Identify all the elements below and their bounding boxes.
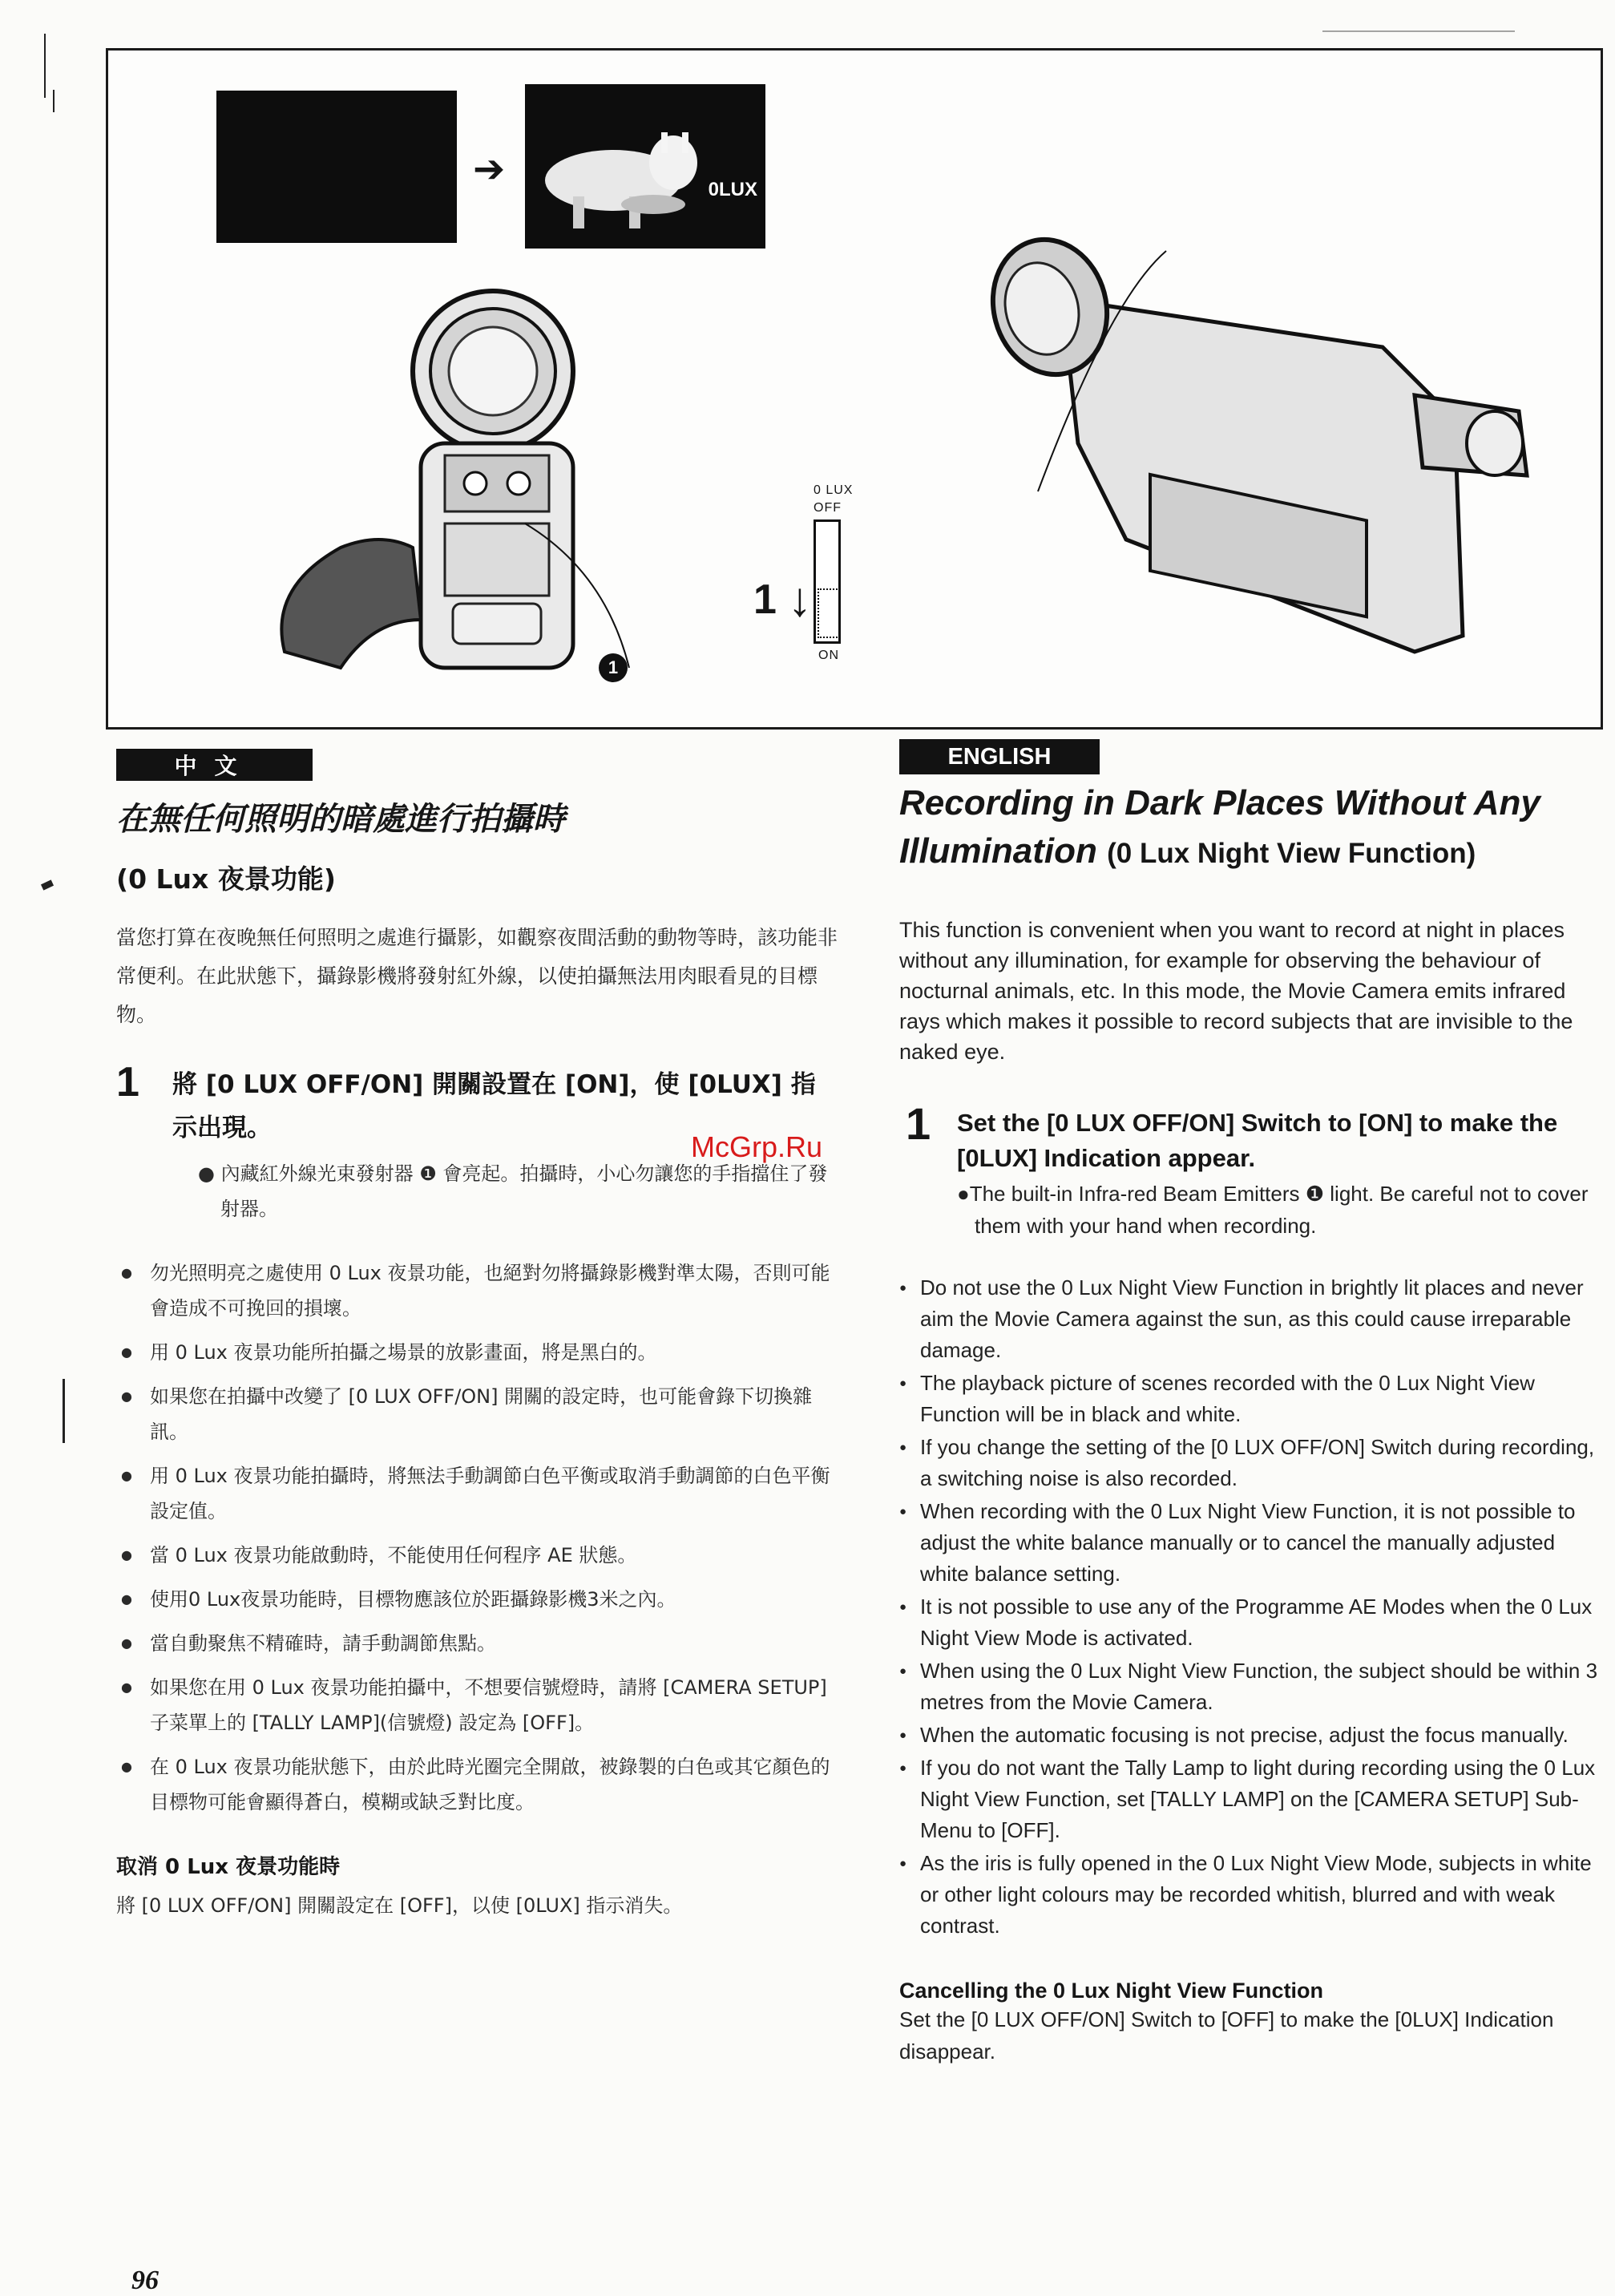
figure-step-number: 1 xyxy=(753,576,777,623)
margin-mark xyxy=(1322,30,1515,32)
list-item: ● When the automatic focusing is not precise, adjust the focus manually. xyxy=(899,1720,1609,1751)
list-item: ● 使用0 Lux夜景功能時，目標物應該位於距攝錄影機3米之內。 xyxy=(116,1582,838,1617)
en-cancel-heading: Cancelling the 0 Lux Night View Function xyxy=(899,1979,1324,2003)
en-notes-list xyxy=(899,1272,1609,1942)
dark-scene-screen xyxy=(216,91,457,243)
margin-mark xyxy=(44,34,46,98)
zh-notes-list xyxy=(116,1255,838,1820)
chinese-section-badge: 中文 xyxy=(116,749,313,781)
night-view-screen xyxy=(525,84,765,249)
zh-step-text: 將 [0 LUX OFF/ON] 開關設置在 [ON]，使 [0LUX] 指示出現。 xyxy=(172,1070,816,1142)
emitter-marker-icon xyxy=(597,652,629,684)
en-step-number: 1 xyxy=(906,1098,931,1149)
margin-mark xyxy=(63,1379,65,1443)
list-item: ● The playback picture of scenes recorded with the 0 Lux Night View Function will be in black and white. xyxy=(899,1368,1609,1430)
list-item: ● 用 0 Lux 夜景功能所拍攝之場景的放影畫面，將是黑白的。 xyxy=(116,1335,838,1370)
watermark: McGrp.Ru xyxy=(691,1130,823,1163)
zero-lux-switch xyxy=(814,519,841,644)
list-item: ● When recording with the 0 Lux Night View Function, it is not possible to adjust the white balance manually or to cancel the manually adjusted white balance setting. xyxy=(899,1496,1609,1590)
list-item: ● If you change the setting of the [0 LUX OFF/ON] Switch during recording, a switching noise is also recorded. xyxy=(899,1432,1609,1494)
list-item: ● As the iris is fully opened in the 0 Lux Night View Mode, subjects in white or other light colours may be recorded whitish, blurred and with weak contrast. xyxy=(899,1848,1609,1942)
en-step-text: Set the [0 LUX OFF/ON] Switch to [ON] to make the [0LUX] Indication appear. xyxy=(957,1109,1558,1172)
chinese-column xyxy=(116,794,838,1923)
en-step-1 xyxy=(899,1098,1609,1242)
switch-label-off: OFF xyxy=(814,501,842,515)
zh-cancel-text: 將 [0 LUX OFF/ON] 開關設定在 [OFF]，以使 [0LUX] 指示消失。 xyxy=(116,1894,683,1917)
list-item: ● 如果您在拍攝中改變了 [0 LUX OFF/ON] 開關的設定時，也可能會錄下切換雜訊。 xyxy=(116,1379,838,1449)
list-item: ● 當自動聚焦不精確時，請手動調節焦點。 xyxy=(116,1626,838,1661)
zh-cancel-heading: 取消 0 Lux 夜景功能時 xyxy=(116,1855,341,1879)
zh-step-number: 1 xyxy=(116,1059,139,1106)
en-step-note: ●The built-in Infra-red Beam Emitters ❶ light. Be careful not to cover them with your hand when recording. xyxy=(957,1182,1589,1238)
camcorder-front-drawing xyxy=(252,283,765,700)
illustration-frame xyxy=(106,48,1603,730)
list-item: ● 勿光照明亮之處使用 0 Lux 夜景功能，也絕對勿將攝錄影機對準太陽，否則可能會造成不可挽回的損壞。 xyxy=(116,1255,838,1326)
switch-label-on: ON xyxy=(818,649,839,662)
zero-lux-indicator: 0LUX xyxy=(708,179,757,200)
en-title-main: Recording in Dark Places Without Any Illumination xyxy=(899,783,1540,871)
arrow-down-icon: ↓ xyxy=(788,572,812,626)
english-column xyxy=(899,779,1609,2068)
emitter-marker-number: 1 xyxy=(608,657,619,677)
list-item: ● 用 0 Lux 夜景功能拍攝時，將無法手動調節白色平衡或取消手動調節的白色平衡設定值。 xyxy=(116,1458,838,1529)
list-item: ● 在 0 Lux 夜景功能狀態下，由於此時光圈完全開啟，被錄製的白色或其它顏色的目標物可能會顯得蒼白，模糊或缺乏對比度。 xyxy=(116,1749,838,1820)
zh-title: 在無任何照明的暗處進行拍攝時 xyxy=(116,801,565,838)
page-number: 96 xyxy=(131,2266,159,2295)
list-item: ● If you do not want the Tally Lamp to light during recording using the 0 Lux Night View Function, set [TALLY LAMP] on the [CAMERA SETUP] Sub-Menu to [OFF]. xyxy=(899,1752,1609,1846)
switch-slider xyxy=(818,588,840,638)
list-item: ● 當 0 Lux 夜景功能啟動時，不能使用任何程序 AE 狀態。 xyxy=(116,1538,838,1573)
list-item: ● 如果您在用 0 Lux 夜景功能拍攝中，不想要信號燈時，請將 [CAMERA SETUP] 子菜單上的 [TALLY LAMP](信號燈) 設定為 [OFF]。 xyxy=(116,1670,838,1740)
en-title xyxy=(899,779,1609,878)
list-item: ● When using the 0 Lux Night View Function, the subject should be within 3 metres from the Movie Camera. xyxy=(899,1655,1609,1718)
margin-mark xyxy=(53,90,55,112)
en-title-paren: (0 Lux Night View Function) xyxy=(1107,838,1476,869)
list-item: ● Do not use the 0 Lux Night View Function in brightly lit places and never aim the Movie Camera against the sun, as this could cause irreparable damage. xyxy=(899,1272,1609,1366)
zh-intro: 當您打算在夜晚無任何照明之處進行攝影，如觀察夜間活動的動物等時，該功能非常便利。在此狀態下，攝錄影機將發射紅外線，以使拍攝無法用肉眼看見的目標物。 xyxy=(116,926,838,1026)
cow-silhouette xyxy=(525,84,765,249)
zh-subtitle: (0 Lux 夜景功能) xyxy=(116,863,336,895)
list-item: ● It is not possible to use any of the Programme AE Modes when the 0 Lux Night View Mode is activated. xyxy=(899,1591,1609,1654)
en-intro: This function is convenient when you want to record at night in places without any illumination, for example for observing the behaviour of nocturnal animals, etc. In this mode, the Movie Camera emits infrared rays which makes it possible to record subjects that are invisible to the naked eye. xyxy=(899,918,1573,1064)
switch-label-lux: 0 LUX xyxy=(814,483,854,497)
en-cancel-text: Set the [0 LUX OFF/ON] Switch to [OFF] to make the [0LUX] Indication disappear. xyxy=(899,2007,1554,2064)
camcorder-side-drawing xyxy=(966,235,1543,716)
english-section-badge: ENGLISH xyxy=(899,739,1100,774)
zh-step-note: ● 內藏紅外線光束發射器 ❶ 會亮起。拍攝時，小心勿讓您的手指擋住了發射器。 xyxy=(198,1162,828,1220)
arrow-right-icon: ➔ xyxy=(473,148,506,191)
margin-mark xyxy=(41,879,54,890)
